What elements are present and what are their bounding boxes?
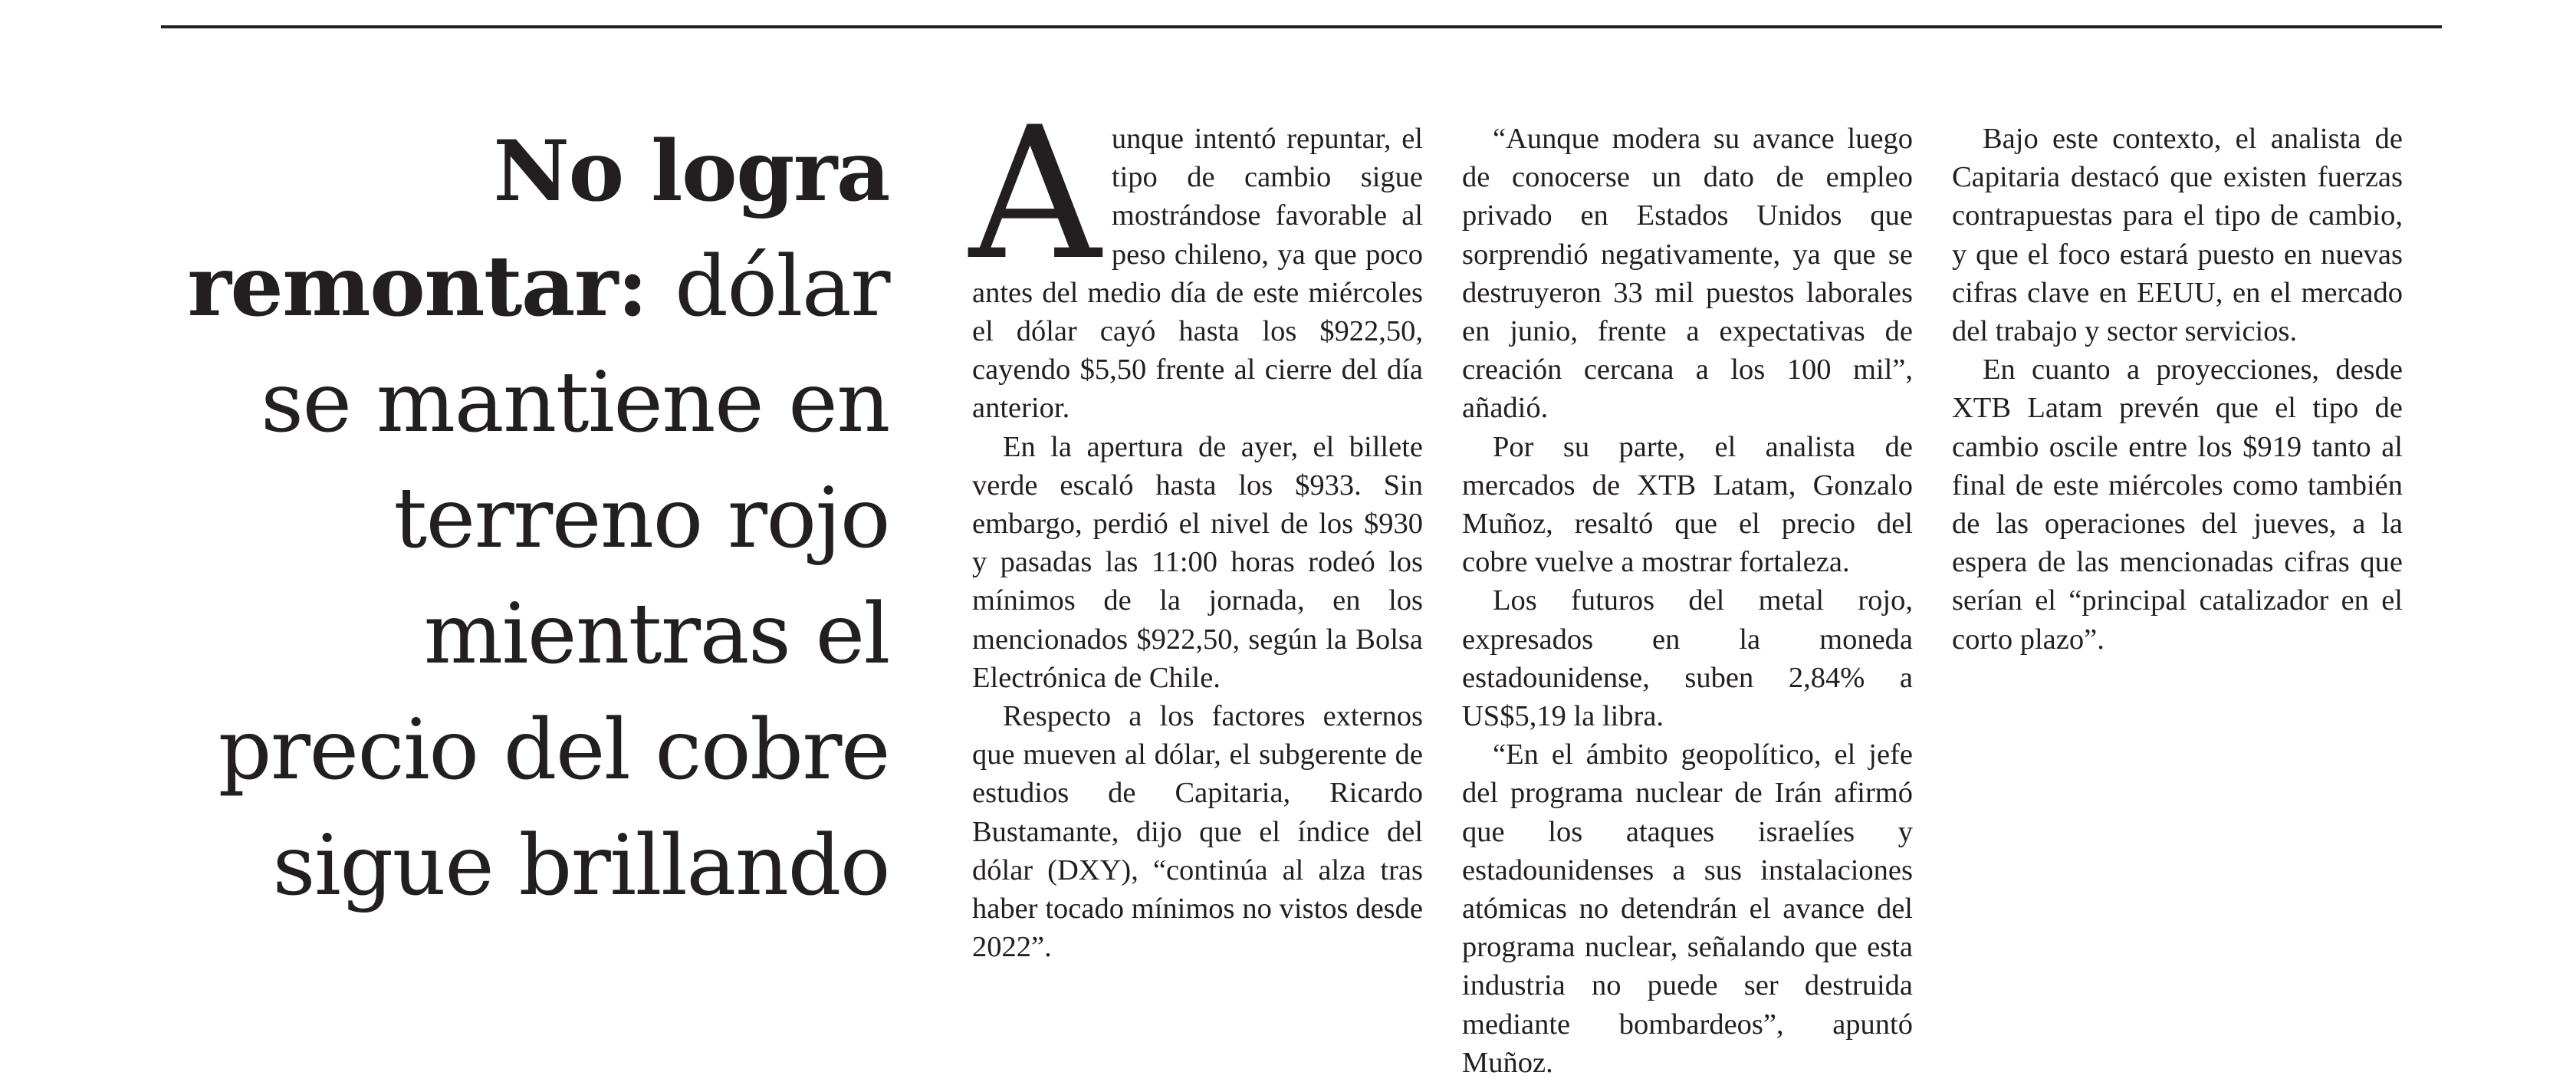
article-paragraph: Bajo este contexto, el analista de Capitaria destacó que existen fuerzas contrapuestas para el tipo de cambio, y que el foco estará puesto en nuevas cifras clave en EEUU, en el mercado del trabajo y sector servicios. [1952,123,2403,348]
article-paragraph: “Aunque modera su avance luego de conocerse un dato de empleo privado en Estados Unidos que sorprendió negativamente, ya que se destruyeron 33 mil puestos laborales en junio, frente a expectativas de creación cercana a los 100 mil”, añadió. [1462,123,1913,425]
article-column-1 [969,88,1423,966]
headline-bold: No logra remontar: [187,122,889,335]
headline-rest: dólar se mantiene en terreno rojo mientras el precio del cobre sigue brillando [218,238,889,914]
article-paragraph: En cuanto a proyecciones, desde XTB Latam prevén que el tipo de cambio oscile entre los $919 tanto al final de este miércoles como también de las operaciones del jueves, a la espera de las mencionadas cifras que serían el “principal catalizador en el corto plazo”. [1952,354,2403,656]
article-paragraph: unque intentó repuntar, el tipo de cambio sigue mostrándose favorable al peso chileno, ya que poco antes del medio día de este miércoles el dólar cayó hasta los $922,50, cayendo $5,50 frente al cierre del día anterior. [972,123,1423,425]
article-column-2 [1462,120,1913,1082]
article-paragraph: “En el ámbito geopolítico, el jefe del programa nuclear de Irán afirmó que los ataques israelíes y estadounidenses a sus instalaciones atómicas no detendrán el avance del programa nuclear, señalando que esta industria no puede ser destruida mediante bombardeos”, apuntó Muñoz. [1462,738,1913,1079]
top-rule [161,25,2442,28]
article-column-3 [1952,120,2403,659]
article-paragraph: Respecto a los factores externos que mueven al dólar, el subgerente de estudios de Capitaria, Ricardo Bustamante, dijo que el índice del dólar (DXY), “continúa al alza tras haber tocado mínimos no vistos desde 2022”. [972,700,1423,964]
article-paragraph: Los futuros del metal rojo, expresados en la moneda estadounidense, suben 2,84% a US$5,19 la libra. [1462,584,1913,733]
article-paragraph: Por su parte, el analista de mercados de XTB Latam, Gonzalo Muñoz, resaltó que el precio del cobre vuelve a mostrar fortaleza. [1462,430,1913,579]
drop-cap: A [969,88,1101,301]
article-paragraph: En la apertura de ayer, el billete verde escaló hasta los $933. Sin embargo, perdió el nivel de los $930 y pasadas las 11:00 horas rodeó los mínimos de la jornada, en los mencionados $922,50, según la Bolsa Electrónica de Chile. [972,430,1423,694]
headline [153,113,889,923]
